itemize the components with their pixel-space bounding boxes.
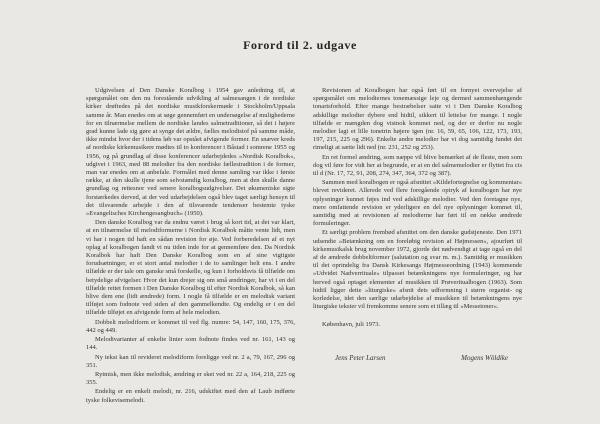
paragraph: Et særligt problem frembød afsnittet om den danske gudstjeneste. Den 1971 udsendte »Betænkning om en foreløbig revision af Højmessen«, ajourført til kirkemusikalsk brug november 1972, gjorde det nødvendigt at tage også en del af de ændrede dobbeltformer (salutation og svar m. m.). Samtidig er musikken til det oprindelig fra Dansk Kirkesangs Højmesseordning (1943) kommende »Udvidet Nadverrituale« tilpasset betænkningens nye formuleringer, og har herved også optaget elementer af musikken til Prøveritualbogen (1963). Som hidtil ligger dette »liturgiske« afsnit dets udformning i større organist- og korledelse, idet den særlige udarbejdelse af musikken til betænkningens nye liturgiske tekster vil fremkomme senere som et tillæg til »Messetoner«.: [313, 229, 522, 311]
paragraph: Endelig er en enkelt melodi, nr. 216, udskiftet med den af Laub indførte tyske folkevisemelodi.: [86, 388, 295, 404]
paragraph: Melodivarianter af enkelte linier som fodnote findes ved nr. 161, 143 og 144.: [86, 336, 295, 352]
paragraph: Dobbelt melodiform er kommet til ved flg. numre: 54, 147, 160, 175, 376, 442 og 449.: [86, 318, 295, 334]
paragraph: Udgivelsen af Den Danske Koralbog i 1954 gav anledning til, at spørgsmålet om den nu forestående udvikling af salmesangen i de nordiske kirker drøftedes på det nordiske musikforskermøde i Stockholm/Uppsala samme år. Man enedes om at søge gennemført en undersøgelse af mulighederne for en tilnærmelse mellem de nordiske landes salmetraditioner, så det i højere grad kunne lade sig gøre at synge det ældre, fælles melodistof på samme måde, ikke mindst hvor der i tidens løb var opstået afvigende former. En snæver kreds af nordiske kirkemusikere mødtes til to konferencer i Båstad i somrene 1955 og 1956, og på grundlag af disse konferencer udarbejdedes »Nordisk Koralbok«, udgivet i 1963, med 88 melodier fra den nordiske fællestradition i de former, man var enedes om at anbefale. Formålet med denne samling var ikke i første række, at den skulle tjene som selvstændig koralbog, men at den skulle danne grundlag og rettesnor ved senere koralbogsudgivelser. Det økumeniske sigte forstærkedes derved, at der ved udarbejdelsen også blev taget særligt hensyn til det tilsvarende arbejde i den af tilsvarende tendenser bestemte tyske »Evangelisches Kirchengesangbuch« (1950).: [86, 87, 295, 218]
paragraph: Sammen med koralbogen er også afsnittet »Kildefortegnelse og kommentar« blevet revideret. Allerede ved flere foregående optryk af koralbogen har nye oplysninger kunnet føjes ind ved adskillige melodier. Ved den foretagne nye, mere omfattende revision er yderligere en del nye oplysninger kommet til, samtidig med at revisionen af melodierne har ført til en række ændrede formuleringer.: [313, 179, 522, 228]
paragraph: Ny tekst kan til revideret melodiform foreligge ved nr. 2 a, 79, 167, 296 og 351.: [86, 353, 295, 369]
dateline: København, juli 1973.: [322, 321, 381, 329]
paragraph: Rytmisk, men ikke melodisk, ændring er sket ved nr. 22 a, 164, 218, 225 og 355.: [86, 370, 295, 387]
text-columns: [0, 87, 600, 405]
left-column: [86, 87, 295, 405]
paragraph: En ret formel ændring, som næppe vil blive bemærket af de fleste, men som dog vil føre for vidt her at begrunde, er at en del salmemelodier er flyttet fra cis til d (Nr. 17, 72, 91, 208, 274, 347, 364, 372 og 387).: [313, 153, 522, 178]
signature-right: Mogens Wöldike: [461, 353, 508, 362]
page-title: Forord til 2. udgave: [243, 38, 357, 52]
right-column: [313, 87, 522, 405]
signature-row: [313, 354, 522, 362]
paragraph: Den danske Koralbog var da endnu været i brug så kort tid, at det var klart, at en tilnærmelse til melodiformerne i Nordisk Koralbok måtte vente lidt, men vi har i nogen tid haft en sådan revision for øje. Ved forberedelsen af et nyt oplag af koralbogen fandt vi nu tiden inde for at gennemføre den. Da Nordisk Koralbok har haft Den Danske Koralbog som en af sine vigtigste forudsætninger, er et stort antal melodier i de to samlinger helt ens. I andre tilfælde er der tale om ganske små forskelle, og kun i forholdsvis få tilfælde om betydelige afvigelser. Hvor det kun drejer sig om små ændringer, har vi i en del tilfælde rettet formen i Den Danske Koralbog til efter Nordisk Koralbok, så kan blive dem ene (lidt ændrede) form. I nogle få tilfælde er en melodisk variant tilføjet som fodnote ved siden af den gammelkendte. Og endelig er i en del tilfælde tilføjet en afvigende form af hele melodien.: [86, 219, 295, 317]
signature-left: Jens Peter Larsen: [335, 353, 386, 362]
paragraph: Revisionen af Koralbogen har også ført til en fornyet overvejelse af spørgsmålet om melodiernes tonemæssige leje og dermed sammenhængende tonartsforhold. Efter mange bestræbelser satte vi i Den Danske Koralbog adskillige melodier dybere end hidtil, sikkert til lettelse for mange. I nogle tilfælde er mængden dog vistnok kommet ned, og der er derfor nu nogle melodier lagt et lille tonetrin højere igen (nr. 16, 59, 65, 106, 122, 173, 193, 197, 215, 225 og 296). Enkelte andre melodier har vi dog samtidig fundet det rimeligt at sætte lidt ned (nr. 231, 252 og 253).: [313, 87, 522, 152]
